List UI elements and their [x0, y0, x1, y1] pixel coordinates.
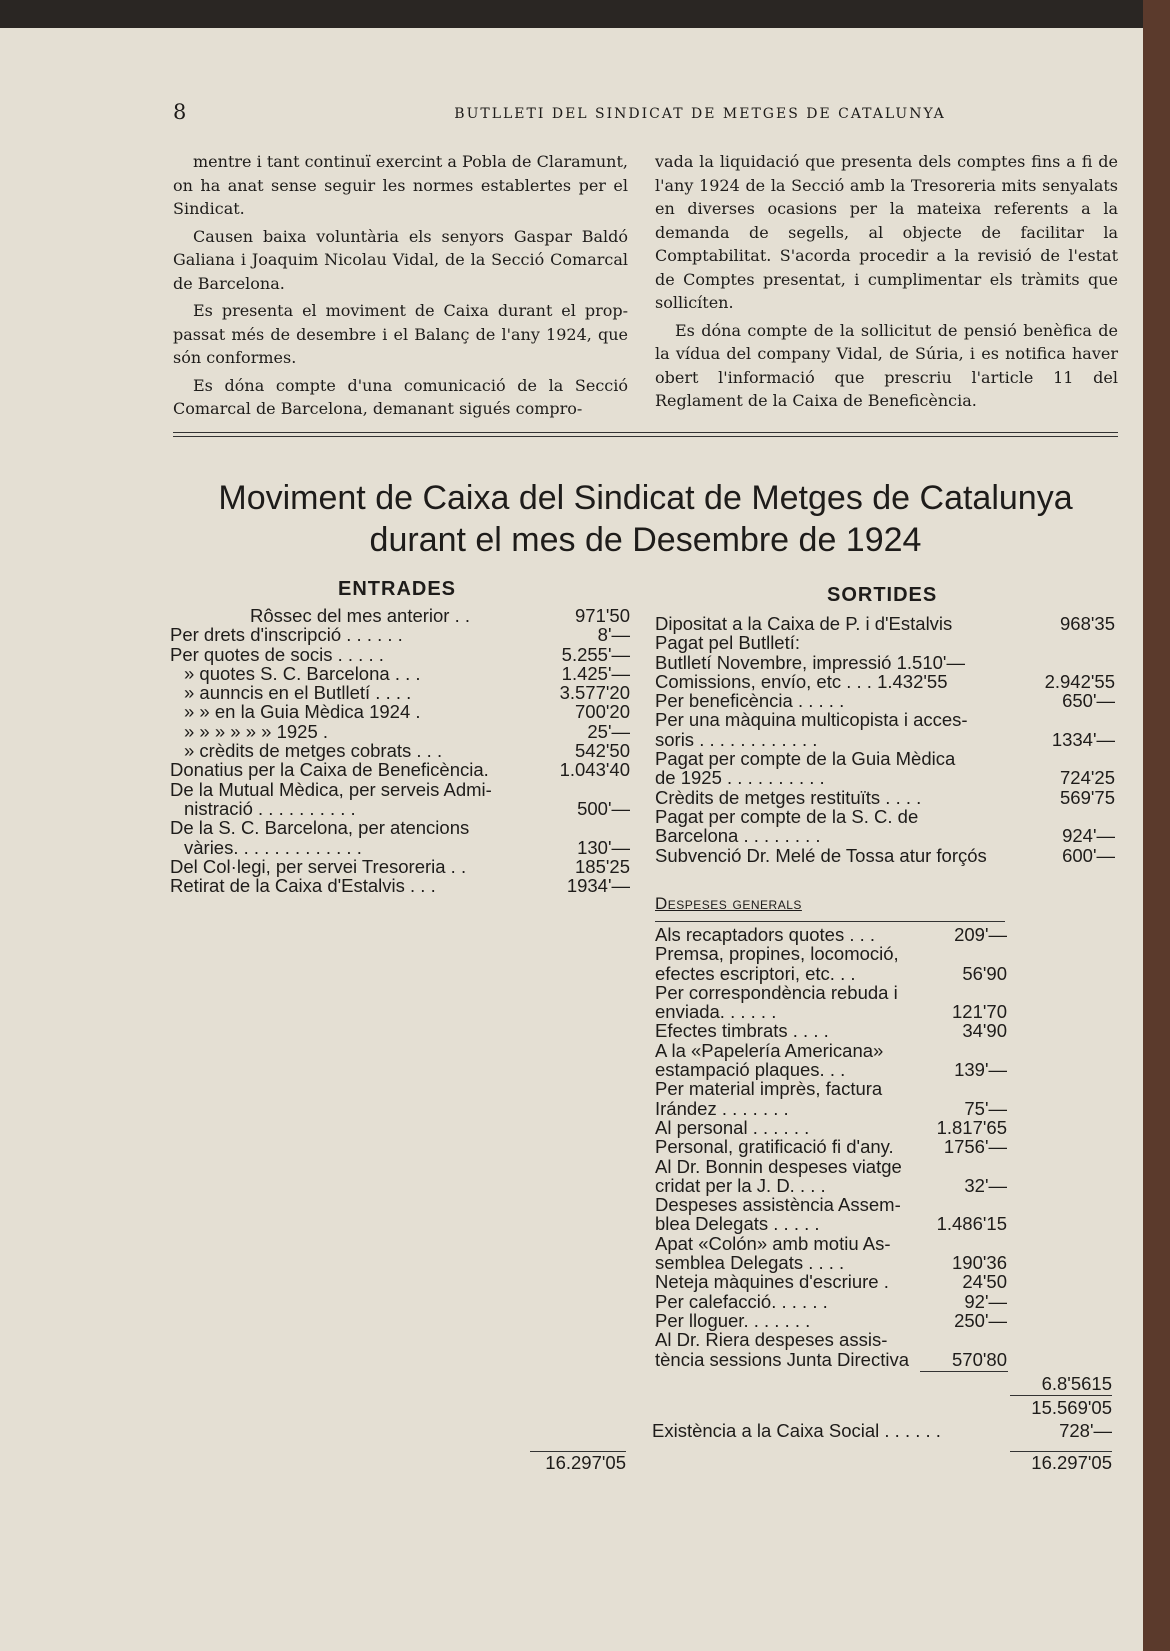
ledger-row — [170, 702, 630, 721]
row-label: » » en la Guia Mèdica 1924 . — [184, 701, 421, 723]
ledger-row — [655, 653, 1115, 672]
row-label: Despeses assistència Assem- — [655, 1194, 901, 1216]
document-page — [0, 28, 1143, 1651]
row-label: De la Mutual Mèdica, per serveis Admi- — [170, 778, 492, 800]
existencia-label: Existència a la Caixa Social . . . . . . — [652, 1420, 941, 1441]
row-total: 650'— — [1062, 690, 1115, 712]
text-column-right — [655, 150, 1118, 413]
row-label: Dipositat a la Caixa de P. i d'Estalvis — [655, 613, 953, 634]
ledger-row — [655, 925, 1007, 944]
row-amount: 1934'— — [566, 875, 630, 897]
ledger-row — [170, 741, 630, 760]
row-label: Retirat de la Caixa d'Estalvis . . . — [170, 875, 436, 897]
ledger-row — [170, 760, 630, 779]
row-label: Comissions, envío, etc . . . 1.432'55 — [655, 670, 948, 692]
row-label: Apat «Colón» amb motiu As- — [655, 1232, 891, 1254]
ledger-row — [655, 1041, 1007, 1060]
row-label: Per beneficència . . . . . — [655, 690, 845, 712]
row-label: nistració . . . . . . . . . . — [184, 797, 356, 819]
row-label: Per calefacció. . . . . . — [655, 1290, 828, 1312]
ledger-row — [655, 1350, 1007, 1369]
despeses-sum-rule — [920, 1371, 1008, 1372]
ledger-row — [170, 664, 630, 683]
ledger-row — [655, 1195, 1007, 1214]
ledger-row — [170, 722, 630, 741]
ledger-row — [170, 606, 630, 625]
ledger-row — [170, 645, 630, 664]
ledger-row — [655, 1176, 1007, 1195]
subtotal-rule — [1010, 1395, 1112, 1396]
row-amount: 542'50 — [575, 740, 630, 762]
row-amount: 25'— — [587, 720, 630, 742]
row-label: estampació plaques. . . — [655, 1059, 846, 1081]
existencia-amount: 728'— — [1059, 1420, 1112, 1441]
row-label: tència sessions Junta Directiva — [655, 1348, 909, 1370]
ledger-row — [655, 1157, 1007, 1176]
paragraph: mentre i tant continuï exercint a Pobla de Claramunt, on ha anat sense seguir les normes establertes per el Sindicat. — [173, 152, 628, 218]
double-rule-bottom — [173, 436, 1118, 437]
row-label: Pagat per compte de la S. C. de — [655, 805, 919, 827]
ledger-row — [655, 1214, 1007, 1233]
entrades-ledger — [170, 606, 630, 895]
row-label: Per drets d'inscripció . . . . . . — [170, 624, 403, 646]
ledger-row — [655, 1060, 1007, 1079]
row-label: » aunncis en el Butlletí . . . . — [184, 682, 412, 704]
row-label: » crèdits de metges cobrats . . . — [184, 740, 443, 762]
row-label: efectes escriptori, etc. . . — [655, 962, 856, 984]
paragraph: Es presenta el moviment de Caixa durant el prop-passat més de desembre i el Balanç de l'any 1924, que són conformes. — [173, 301, 628, 367]
row-label: Crèdits de metges restituïts . . . . — [655, 786, 922, 808]
row-label: Personal, gratificació fi d'any. — [655, 1136, 894, 1158]
row-amount: 130'— — [577, 836, 630, 858]
row-label: Pagat pel Butlletí: — [655, 632, 801, 654]
ledger-row — [655, 983, 1007, 1002]
row-amount: 700'20 — [575, 701, 630, 723]
ledger-row — [655, 1118, 1007, 1137]
ledger-row — [655, 672, 1115, 691]
row-total: 2.942'55 — [1044, 670, 1115, 692]
running-title: BUTLLETI DEL SINDICAT DE METGES DE CATALUNYA — [454, 106, 946, 122]
row-amount: 190'36 — [952, 1252, 1007, 1274]
row-amount: 32'— — [964, 1174, 1007, 1196]
row-label: Per material imprès, factura — [655, 1078, 883, 1100]
row-label: » » » » » » 1925 . — [184, 720, 329, 742]
row-label: Per lloguer. . . . . . . — [655, 1309, 811, 1331]
row-amount: 570'80 — [952, 1348, 1007, 1370]
ledger-row — [170, 799, 630, 818]
row-label: Irández . . . . . . . — [655, 1097, 789, 1119]
double-rule-top — [173, 432, 1118, 433]
row-total: 924'— — [1062, 825, 1115, 847]
row-label: Butlletí Novembre, impressió 1.510'— — [655, 651, 965, 673]
page-number: 8 — [173, 100, 187, 124]
table-title: Moviment de Caixa del Sindicat de Metges de Catalunya — [218, 479, 1073, 517]
ledger-row — [170, 857, 630, 876]
ledger-row — [655, 1292, 1007, 1311]
ledger-row — [655, 1311, 1007, 1330]
ledger-row — [655, 826, 1115, 845]
row-amount: 1.425'— — [561, 662, 630, 684]
ledger-row — [655, 1137, 1007, 1156]
ledger-row — [655, 807, 1115, 826]
page-edge — [1143, 0, 1170, 1651]
row-label: De la S. C. Barcelona, per atencions — [170, 817, 470, 839]
ledger-row — [655, 1330, 1007, 1349]
ledger-row — [655, 633, 1115, 652]
ledger-row — [655, 846, 1115, 865]
ledger-row — [655, 730, 1115, 749]
ledger-row — [655, 691, 1115, 710]
row-amount: 24'50 — [962, 1271, 1007, 1293]
ledger-row — [170, 625, 630, 644]
row-amount: 8'— — [597, 624, 630, 646]
row-amount: 121'70 — [952, 1001, 1007, 1023]
row-amount: 185'25 — [575, 855, 630, 877]
row-amount: 500'— — [577, 797, 630, 819]
row-label: Del Col·legi, per servei Tresoreria . . — [170, 855, 467, 877]
row-label: blea Delegats . . . . . — [655, 1213, 820, 1235]
ledger-row — [170, 876, 630, 895]
row-label: soris . . . . . . . . . . . . — [655, 728, 818, 750]
row-amount: 1.486'15 — [936, 1213, 1007, 1235]
row-amount: 971'50 — [575, 605, 630, 626]
sortides-heading: SORTIDES — [827, 584, 938, 606]
row-label: Per quotes de socis . . . . . — [170, 643, 384, 665]
despeses-ledger — [655, 925, 1007, 1369]
row-label: Pagat per compte de la Guia Mèdica — [655, 748, 956, 770]
row-label: Al personal . . . . . . — [655, 1116, 810, 1138]
row-label: » quotes S. C. Barcelona . . . — [184, 662, 421, 684]
row-total: 724'25 — [1060, 767, 1115, 789]
row-amount: 250'— — [954, 1309, 1007, 1331]
row-amount: 3.577'20 — [559, 682, 630, 704]
ledger-row — [655, 944, 1007, 963]
row-amount: 1.043'40 — [559, 759, 630, 781]
paragraph: Es dóna compte de la sollicitut de pensió benèfica de la vídua del company Vidal, de Súria, i es notifica haver obert l'informació que prescriu l'article 11 del Reglament de la Caixa de Beneficència. — [655, 320, 1118, 410]
row-amount: 75'— — [964, 1097, 1007, 1119]
row-label: cridat per la J. D. . . . — [655, 1174, 826, 1196]
row-amount: 5.255'— — [561, 643, 630, 665]
row-label: Per una màquina multicopista i acces- — [655, 709, 968, 731]
ledger-row — [170, 818, 630, 837]
row-label: Efectes timbrats . . . . — [655, 1020, 829, 1042]
row-label: A la «Papelería Americana» — [655, 1039, 884, 1061]
ledger-row — [655, 1253, 1007, 1272]
row-label: semblea Delegats . . . . — [655, 1252, 845, 1274]
paragraph: vada la liquidació que presenta dels comptes fins a fi de l'any 1924 de la Secció amb la Tresoreria mits senyalats en diverses ocasions per la mateixa referents a la demanda de segells, al objecte de facilitar la Comptabilitat. S'acorda procedir a la revisió de l'estat de Comptes presentat, i cumplimentar els tràmits que sollicíten. — [655, 152, 1118, 312]
ledger-row — [655, 1234, 1007, 1253]
row-amount: 209'— — [954, 924, 1007, 945]
row-total: 1334'— — [1051, 728, 1115, 750]
row-label: vàries. . . . . . . . . . . . . — [184, 836, 362, 858]
entrades-heading: ENTRADES — [338, 578, 457, 600]
table-subtitle: durant el mes de Desembre de 1924 — [369, 521, 922, 559]
ledger-row — [655, 964, 1007, 983]
row-label: Barcelona . . . . . . . . — [655, 825, 821, 847]
row-amount: 34'90 — [962, 1020, 1007, 1042]
row-total: 600'— — [1062, 844, 1115, 866]
ledger-row — [655, 1272, 1007, 1291]
row-label: Subvenció Dr. Melé de Tossa atur forçós — [655, 844, 987, 866]
row-label: enviada. . . . . . — [655, 1001, 777, 1023]
row-label: Per correspondència rebuda i — [655, 981, 898, 1003]
ledger-row — [655, 614, 1115, 633]
ledger-row — [655, 768, 1115, 787]
row-label: Rôssec del mes anterior . . — [250, 605, 471, 626]
row-label: de 1925 . . . . . . . . . . — [655, 767, 825, 789]
despeses-total: 6.8'5615 — [1041, 1373, 1112, 1394]
ledger-row — [655, 749, 1115, 768]
row-label: Premsa, propines, locomoció, — [655, 943, 899, 965]
sortides-total: 16.297'05 — [1031, 1452, 1112, 1473]
paragraph: Es dóna compte d'una comunicació de la Secció Comarcal de Barcelona, demanant sigués compro- — [173, 375, 628, 418]
ledger-row — [170, 838, 630, 857]
row-label: Neteja màquines d'escriure . — [655, 1271, 889, 1293]
despeses-rule — [655, 921, 1005, 922]
sortides-subtotal: 15.569'05 — [1031, 1397, 1112, 1418]
paragraph: Causen baixa voluntària els senyors Gaspar Baldó Galiana i Joaquim Nicolau Vidal, de la Secció Comarcal de Barcelona. — [173, 226, 628, 293]
ledger-row — [170, 780, 630, 799]
row-total: 569'75 — [1060, 786, 1115, 808]
row-amount: 1756'— — [943, 1136, 1007, 1158]
row-label: Al Dr. Bonnin despeses viatge — [655, 1155, 902, 1177]
entrades-total: 16.297'05 — [545, 1452, 626, 1473]
ledger-row — [170, 683, 630, 702]
row-amount: 139'— — [954, 1059, 1007, 1081]
row-label: Als recaptadors quotes . . . — [655, 924, 876, 945]
row-total: 968'35 — [1060, 613, 1115, 634]
row-amount: 56'90 — [962, 962, 1007, 984]
ledger-row — [655, 1002, 1007, 1021]
ledger-row — [655, 1099, 1007, 1118]
ledger-row — [655, 1079, 1007, 1098]
row-amount: 92'— — [964, 1290, 1007, 1312]
text-column-left — [173, 150, 628, 421]
ledger-row — [655, 788, 1115, 807]
sortides-ledger — [655, 614, 1115, 865]
row-label: Donatius per la Caixa de Beneficència. — [170, 759, 489, 781]
row-amount: 1.817'65 — [936, 1116, 1007, 1138]
despeses-heading: Despeses generals — [655, 894, 802, 913]
ledger-row — [655, 710, 1115, 729]
row-label: Al Dr. Riera despeses assis- — [655, 1329, 888, 1351]
ledger-row — [655, 1021, 1007, 1040]
